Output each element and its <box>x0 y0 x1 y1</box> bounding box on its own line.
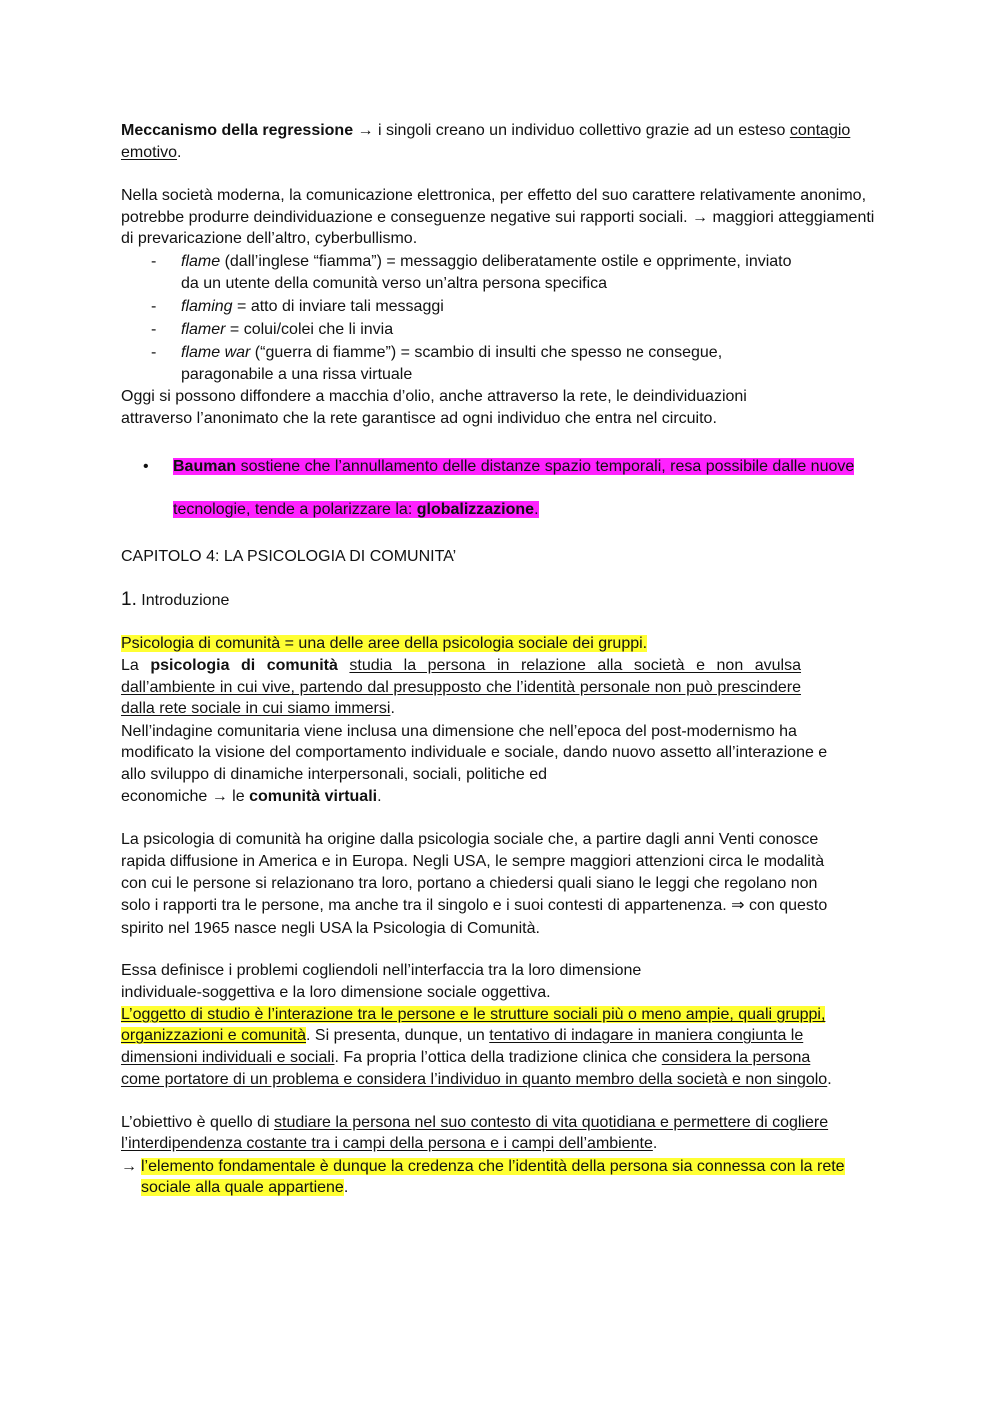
paragraph-key-element-line1 <box>141 1156 891 1178</box>
text: (“guerra di fiamme”) = scambio di insulti che spesso ne consegue, <box>250 344 723 361</box>
paragraph-deindividuation-line1: Oggi si possono diffondere a macchia d’olio, anche attraverso la rete, le deindividuazioni <box>121 388 747 405</box>
list-dash: - <box>151 298 157 315</box>
text: (dall’inglese “fiamma”) = messaggio deliberatamente ostile e opprimente, inviato <box>220 253 792 270</box>
paragraph-survey-line3: allo sviluppo di dinamiche interpersonali, sociali, politiche ed <box>121 766 548 783</box>
text: tecnologie, tende a polarizzare la: <box>173 501 417 518</box>
paragraph-survey-line1: Nell’indagine comunitaria viene inclusa una dimensione che nell’epoca del post-modernismo ha <box>121 723 797 740</box>
list-item-flaming <box>181 296 881 318</box>
highlighted-text: sociale alla quale appartiene <box>141 1179 344 1196</box>
term-regression: Meccanismo della regressione <box>121 122 354 139</box>
text: → i singoli creano un individuo collettivo grazie ad un esteso <box>353 122 790 139</box>
term-community-psychology: psicologia di comunità <box>150 657 338 674</box>
list-dash: - <box>151 321 157 338</box>
list-item-flame-war-cont: paragonabile a una rissa virtuale <box>181 366 413 383</box>
paragraph-modern-society: Nella società moderna, la comunicazione elettronica, per effetto del suo carattere relativamente anonimo, potrebbe produrre deindividuazione e conseguenze negative sui rapporti sociali. → maggiori atteggiamenti di prevaricazione dell’altro, cyberbullismo. <box>121 187 875 248</box>
underlined-text: dimensioni individuali e sociali <box>121 1049 335 1066</box>
section-number: 1. <box>121 589 137 610</box>
section-heading <box>121 589 891 612</box>
list-item-flamer <box>181 319 881 341</box>
list-dash: - <box>151 253 157 270</box>
paragraph-regression <box>121 120 891 163</box>
text: Psicologia di comunità = una delle aree della psicologia sociale dei gruppi. <box>121 635 648 652</box>
text: . <box>390 700 395 718</box>
paragraph-object-line3 <box>121 1047 891 1069</box>
text: sostiene che l’annullamento delle distanze spazio temporali, resa possibile dalle nuove <box>236 458 855 475</box>
list-term: flaming <box>181 298 233 315</box>
term-globalization: globalizzazione <box>416 501 535 518</box>
paragraph-key-element-line2 <box>141 1177 891 1199</box>
paragraph-deindividuation-line2: attraverso l’anonimato che la rete garantisce ad ogni individuo che entra nel circuito. <box>121 410 717 427</box>
list-item-flame-war <box>181 342 881 364</box>
arrow-icon: → <box>121 1158 137 1175</box>
list-dash: - <box>151 344 157 361</box>
paragraph-problems-line2: individuale-soggettiva e la loro dimensione sociale oggettiva. <box>121 984 551 1001</box>
text: . <box>827 1071 832 1088</box>
paragraph-objective-line2 <box>121 1133 891 1155</box>
highlighted-text: organizzazioni e comunità <box>121 1027 306 1044</box>
paragraph-object-line1 <box>121 1004 891 1026</box>
term-virtual-communities: comunità virtuali <box>249 788 378 805</box>
text: . Si presenta, dunque, un <box>306 1027 490 1044</box>
paragraph-community-psychology <box>121 655 801 720</box>
list-term: flame war <box>181 344 251 361</box>
text: . Fa propria l’ottica della tradizione clinica che <box>334 1049 662 1066</box>
underlined-text: l’interdipendenza costante tra i campi della persona e i campi dell’ambiente <box>121 1135 653 1152</box>
text: L’obiettivo è quello di <box>121 1114 274 1131</box>
paragraph-survey-line2: modificato la visione del comportamento individuale e sociale, dando nuovo assetto all’interazione e <box>121 744 828 761</box>
list-term: flame <box>181 253 221 270</box>
paragraph-origin-line1: La psicologia di comunità ha origine dalla psicologia sociale che, a partire dagli anni Venti conosce <box>121 831 819 848</box>
underlined-text: considera la persona <box>661 1049 811 1066</box>
underlined-text: studia la persona in relazione alla società e non avulsa dall’ambiente in cui vive, partendo dal presupposto che l’identità personale non può prescindere dalla rete sociale in cui siamo immersi <box>121 657 802 718</box>
underlined-text: come portatore di un problema e considera l’individuo in quanto membro della società e non singolo <box>121 1071 828 1088</box>
bullet-marker: • <box>143 458 149 475</box>
paragraph-origin-line5: spirito nel 1965 nasce negli USA la Psicologia di Comunità. <box>121 920 540 937</box>
list-item-flame <box>181 251 881 273</box>
paragraph-origin-line3: con cui le persone si relazionano tra loro, portano a chiedersi quali siano le leggi che regolano non <box>121 875 818 892</box>
text: La <box>121 657 151 674</box>
list-term: flamer <box>181 321 226 338</box>
paragraph-object-line4 <box>121 1069 891 1091</box>
paragraph-problems-line1: Essa definisce i problemi cogliendoli nell’interfaccia tra la loro dimensione <box>121 962 642 979</box>
list-item-flame-cont: da un utente della comunità verso un’altra persona specifica <box>181 275 608 292</box>
paragraph-object-line2 <box>121 1025 891 1047</box>
text: = colui/colei che li invia <box>225 321 394 338</box>
chapter-heading: CAPITOLO 4: LA PSICOLOGIA DI COMUNITA’ <box>121 548 457 565</box>
underlined-text: studiare la persona nel suo contesto di vita quotidiana e permettere di cogliere <box>274 1114 829 1131</box>
text: = atto di inviare tali messaggi <box>232 298 444 315</box>
term-bauman: Bauman <box>173 458 237 475</box>
highlighted-text: l’elemento fondamentale è dunque la credenza che l’identità della persona sia connessa con la rete <box>141 1158 845 1175</box>
paragraph-objective-line1 <box>121 1112 891 1134</box>
paragraph-origin-line2: rapida diffusione in America e in Europa. Negli USA, le sempre maggiori attenzioni circa le modalità <box>121 853 825 870</box>
definition-highlight <box>121 633 891 655</box>
text: . <box>652 1135 658 1152</box>
bauman-line2 <box>173 499 893 521</box>
highlighted-text: L’oggetto di studio è l’interazione tra le persone e le strutture sociali più o meno ampie, quali gruppi, <box>121 1006 826 1023</box>
text: . <box>343 1179 349 1196</box>
paragraph-origin-line4: solo i rapporti tra le persone, ma anche tra il singolo e i suoi contesti di appartenenza. ⇒ con questo <box>121 897 828 914</box>
text: . <box>534 501 539 518</box>
paragraph-survey-line4 <box>121 786 891 808</box>
text: economiche → le <box>121 788 250 805</box>
bauman-line1 <box>173 456 893 478</box>
underlined-text: tentativo di indagare in maniera congiunta le <box>489 1027 804 1044</box>
underlined-text: contagio emotivo <box>121 122 851 161</box>
text: . <box>177 143 182 161</box>
text: . <box>377 788 382 805</box>
section-title: Introduzione <box>136 592 230 609</box>
